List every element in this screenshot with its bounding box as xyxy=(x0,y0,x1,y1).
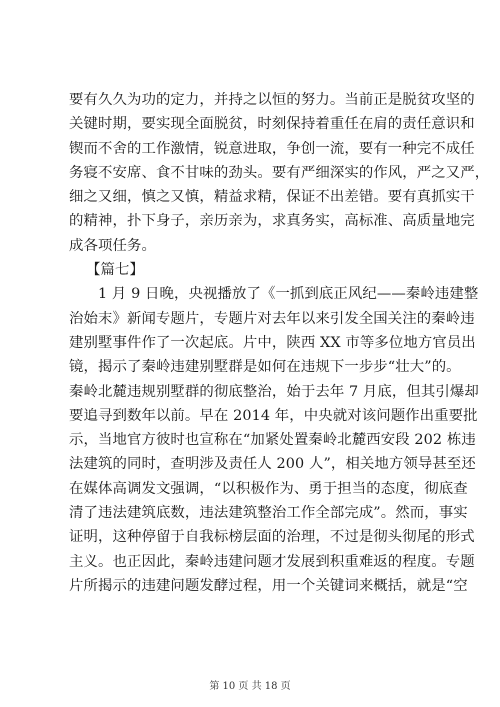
text-line: 务寝不安席、食不甘味的劲头。要有严细深实的作风，严之又严， xyxy=(69,164,490,181)
document-body xyxy=(69,88,490,598)
page-number-footer: 第 10 页 共 18 页 xyxy=(209,681,291,692)
text-line: 法建筑的同时，查明涉及责任人 200 人”，相关地方领导甚至还 xyxy=(69,456,476,473)
text-line: 的精神，扑下身子，亲历亲为，求真务实，高标准、高质量地完 xyxy=(69,213,475,230)
text-line: 1 月 9 日晚，央视播放了《一抓到底正风纪——秦岭违建整 xyxy=(98,286,479,303)
text-line: 成各项任务。 xyxy=(69,237,156,254)
text-line: 关键时期，要实现全面脱贫，时刻保持着重任在肩的责任意识和 xyxy=(69,116,475,133)
text-line: 治始末》新闻专题片，专题片对去年以来引发全国关注的秦岭违 xyxy=(69,310,475,327)
paragraph-1 xyxy=(69,88,490,258)
text-line: 细之又细，慎之又慎，精益求精，保证不出差错。要有真抓实干 xyxy=(69,189,475,206)
section-heading: 【篇七】 xyxy=(86,262,144,279)
text-line: 要追寻到数年以前。早在 2014 年，中央就对该问题作出重要批 xyxy=(69,407,478,424)
text-line: 镜，揭示了秦岭违建别墅群是如何在违规下一步步“壮大”的。 xyxy=(69,359,461,376)
text-line: 示，当地官方彼时也宣称在“加紧处置秦岭北麓西安段 202 栋违 xyxy=(69,432,476,449)
text-line: 秦岭北麓违规别墅群的彻底整治，始于去年 7 月底，但其引爆却 xyxy=(69,383,479,400)
text-line: 主义。也正因此，秦岭违建问题才发展到积重难返的程度。专题 xyxy=(69,553,475,570)
text-line: 在媒体高调发文强调，“以积极作为、勇于担当的态度，彻底查 xyxy=(69,480,468,497)
paragraph-2 xyxy=(69,282,479,598)
text-line: 要有久久为功的定力，并持之以恒的努力。当前正是脱贫攻坚的 xyxy=(69,92,475,108)
text-line: 清了违法建筑底数，违法建筑整治工作全部完成”。然而，事实 xyxy=(69,505,468,522)
text-line: 证明，这种停留于自我标榜层面的治理，不过是彻头彻尾的形式 xyxy=(69,529,475,546)
text-line: 建别墅事件作了一次起底。片中，陕西 XX 市等多位地方官员出 xyxy=(69,334,476,351)
text-line: 片所揭示的违建问题发酵过程，用一个关键词来概括，就是“空 xyxy=(69,577,468,594)
text-line: 锲而不舍的工作激情，锐意进取，争创一流，要有一种完不成任 xyxy=(69,140,475,157)
